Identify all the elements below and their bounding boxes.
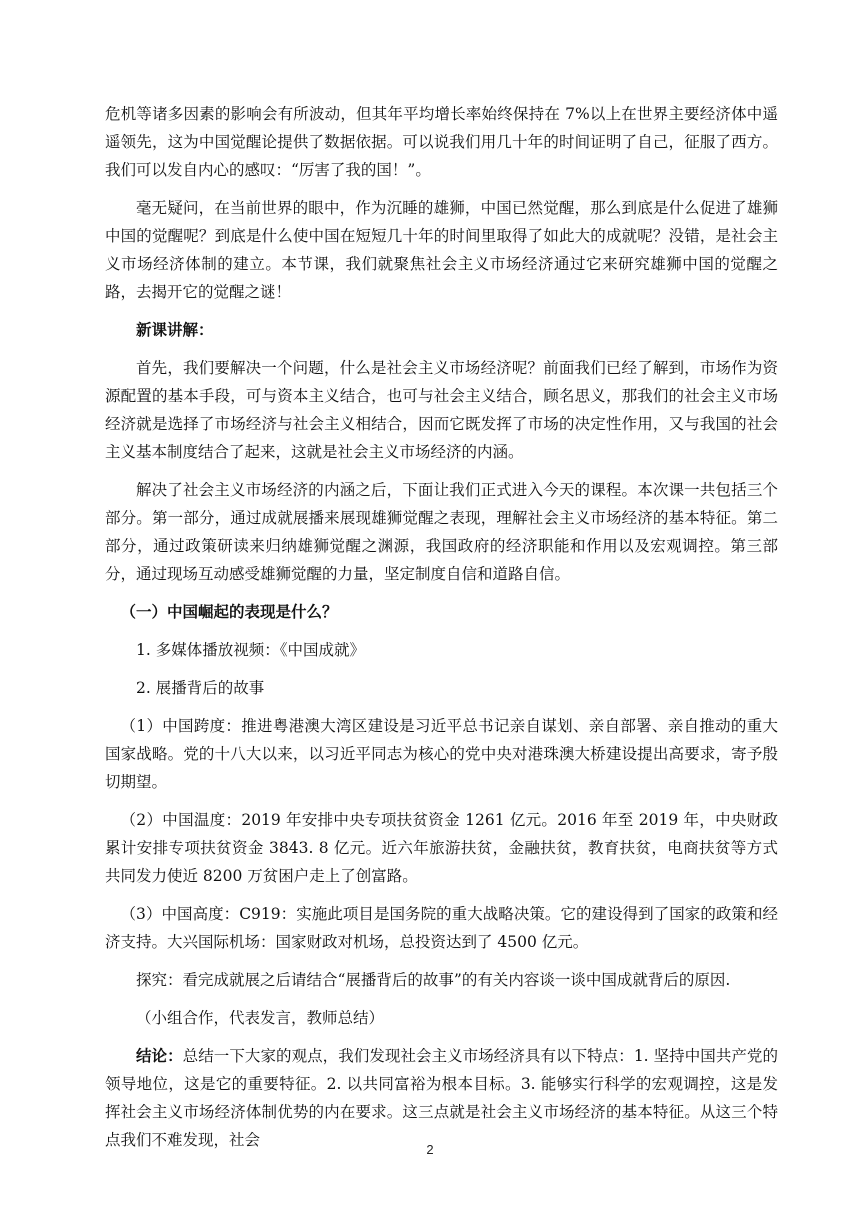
paragraph-growth-rate: 危机等诸多因素的影响会有所波动，但其年平均增长率始终保持在 7%以上在世界主要经济体中遥遥领先，这为中国觉醒论提供了数据依据。可以说我们用几十年的时间证明了自己，征服了西方。我们可以发自内心的感叹：“厉害了我的国！”。 — [105, 105, 778, 179]
conclusion-label: 结论： — [136, 1046, 183, 1065]
document-body — [105, 100, 778, 1154]
paragraph-group-work: （小组合作，代表发言，教师总结） — [136, 1009, 385, 1027]
paragraph-course-outline: 解决了社会主义市场经济的内涵之后，下面让我们正式进入今天的课程。本次课一共包括三个部分。第一部分，通过成就展播来展现雄狮觉醒之表现，理解社会主义市场经济的基本特征。第二部分，通过政策研读来归纳雄狮觉醒之渊源，我国政府的经济职能和作用以及宏观调控。第三部分，通过现场互动感受雄狮觉醒的力量，坚定制度自信和道路自信。 — [105, 481, 778, 583]
conclusion-text: 总结一下大家的观点，我们发现社会主义市场经济具有以下特点：1. 坚持中国共产党的领导地位，这是它的重要特征。2. 以共同富裕为根本目标。3. 能够实行科学的宏观调控，这是发挥社会主义市场经济体制优势的内在要求。这三点就是社会主义市场经济的基本特征。从这三个特点我们不难发现，社会 — [105, 1047, 778, 1149]
paragraph-china-warmth: （2）中国温度：2019 年安排中央专项扶贫资金 1261 亿元。2016 年至 2019 年，中央财政累计安排专项扶贫资金 3843. 8 亿元。近六年旅游扶贫，金融扶贫，教育扶贫，电商扶贫等方式共同发力使近 8200 万贫困户走上了创富路。 — [105, 811, 778, 885]
paragraph-awakening: 毫无疑问，在当前世界的眼中，作为沉睡的雄狮，中国已然觉醒，那么到底是什么促进了雄狮中国的觉醒呢？到底是什么使中国在短短几十年的时间里取得了如此大的成就呢？没错，是社会主义市场经济体制的建立。本节课，我们就聚焦社会主义市场经济通过它来研究雄狮中国的觉醒之路，去揭开它的觉醒之谜！ — [105, 199, 778, 301]
page-number: 2 — [426, 1142, 434, 1157]
section-heading-new-lesson: 新课讲解： — [136, 320, 214, 339]
paragraph-inquiry: 探究：看完成就展之后请结合“展播背后的故事”的有关内容谈一谈中国成就背后的原因. — [136, 971, 731, 989]
list-item-stories: 2. 展播背后的故事 — [136, 679, 265, 697]
paragraph-china-span: （1）中国跨度：推进粤港澳大湾区建设是习近平总书记亲自谋划、亲自部署、亲自推动的重大国家战略。党的十八大以来，以习近平同志为核心的党中央对港珠澳大桥建设提出高要求，寄予殷切期望。 — [105, 717, 778, 791]
section-heading-part-one: （一）中国崛起的表现是什么？ — [120, 602, 338, 621]
paragraph-conclusion — [105, 1042, 778, 1154]
list-item-video: 1. 多媒体播放视频：《中国成就》 — [136, 641, 365, 659]
paragraph-china-height: （3）中国高度：C919：实施此项目是国务院的重大战略决策。它的建设得到了国家的政策和经济支持。大兴国际机场：国家财政对机场，总投资达到了 4500 亿元。 — [105, 905, 778, 951]
paragraph-definition: 首先，我们要解决一个问题，什么是社会主义市场经济呢？前面我们已经了解到，市场作为资源配置的基本手段，可与资本主义结合，也可与社会主义结合，顾名思义，那我们的社会主义市场经济就是选择了市场经济与社会主义相结合，因而它既发挥了市场的决定性作用，又与我国的社会主义基本制度结合了起来，这就是社会主义市场经济的内涵。 — [105, 359, 778, 461]
